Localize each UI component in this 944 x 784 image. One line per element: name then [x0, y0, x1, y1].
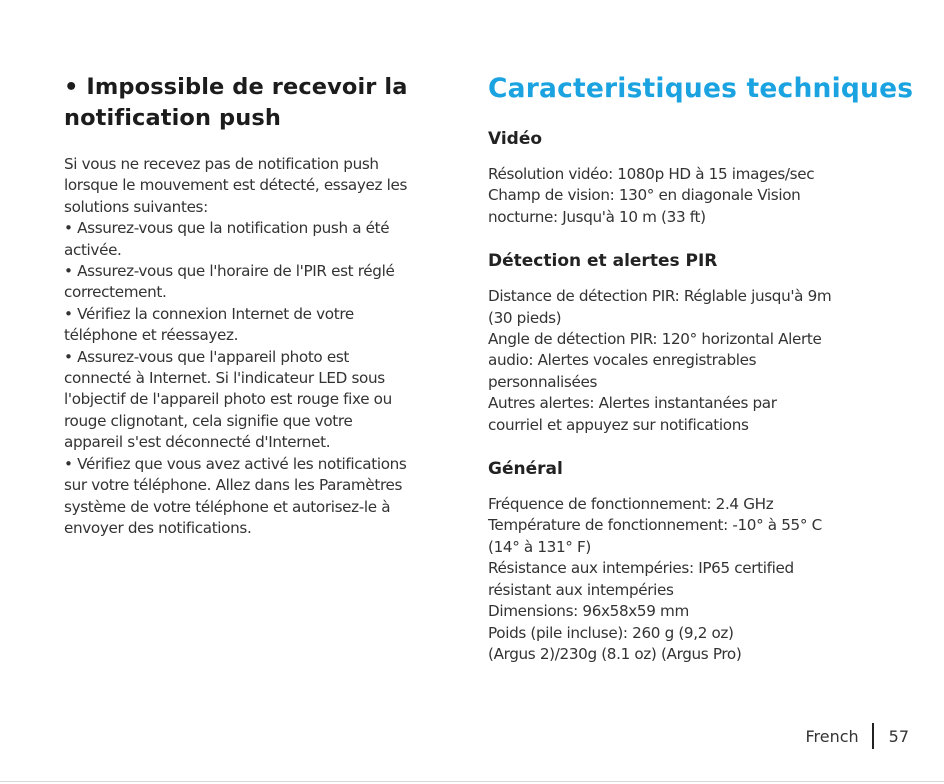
body-line: appareil s'est déconnecté d'Internet.: [64, 433, 331, 452]
section-heading: Vidéo: [488, 129, 543, 149]
body-line: lorsque le mouvement est détecté, essayez les: [64, 176, 408, 195]
spec-line: Fréquence de fonctionnement: 2.4 GHz: [488, 495, 774, 514]
page-bottom-edge: [0, 781, 944, 782]
section-heading: Détection et alertes PIR: [488, 251, 718, 272]
page-number: 57: [888, 726, 909, 746]
body-line: envoyer des notifications.: [64, 518, 252, 537]
section-body: [488, 164, 918, 228]
body-line: • Vérifiez que vous avez activé les notifications: [64, 454, 407, 473]
spec-line: Poids (pile incluse): 260 g (9,2 oz): [488, 623, 734, 642]
page-footer: [805, 722, 909, 750]
body-line: système de votre téléphone et autorisez-le à: [64, 497, 391, 516]
spec-line: Dimensions: 96x58x59 mm: [488, 602, 689, 621]
body-line: correctement.: [64, 283, 167, 302]
body-line: • Assurez-vous que l'appareil photo est: [64, 347, 350, 366]
body-line: connecté à Internet. Si l'indicateur LED sous: [64, 369, 385, 388]
footer-divider: [872, 723, 874, 749]
section-body: [488, 286, 918, 436]
spec-line: Résolution vidéo: 1080p HD à 15 images/sec: [488, 165, 815, 183]
troubleshooting-title: • Impossible de recevoir la notification push: [64, 74, 408, 131]
spec-section-general: [488, 458, 918, 665]
body-line: • Assurez-vous que l'horaire de l'PIR est réglé: [64, 262, 395, 281]
spec-line: (14° à 131° F): [488, 537, 591, 556]
spec-section-video: [488, 128, 918, 228]
spec-line: personnalisées: [488, 372, 598, 391]
body-line: activée.: [64, 240, 122, 259]
spec-line: résistant aux intempéries: [488, 580, 674, 599]
troubleshooting-body: [64, 154, 454, 539]
spec-line: Résistance aux intempéries: IP65 certified: [488, 559, 794, 578]
spec-line: Champ de vision: 130° en diagonale Vision: [488, 186, 801, 205]
specifications-title: Caracteristiques techniques: [488, 73, 914, 104]
spec-line: courriel et appuyez sur notifications: [488, 415, 749, 434]
body-line: sur votre téléphone. Allez dans les Paramètres: [64, 476, 403, 495]
spec-line: (30 pieds): [488, 308, 562, 327]
body-line: l'objectif de l'appareil photo est rouge fixe ou: [64, 390, 392, 409]
section-body: [488, 494, 918, 665]
spec-line: Température de fonctionnement: -10° à 55° C: [488, 516, 822, 535]
spec-line: Autres alertes: Alertes instantanées par: [488, 394, 777, 413]
spec-line: audio: Alertes vocales enregistrables: [488, 351, 757, 370]
body-line: rouge clignotant, cela signifie que votre: [64, 411, 353, 430]
specifications-column: [488, 72, 918, 665]
section-heading: Général: [488, 459, 563, 480]
footer-language: French: [805, 726, 859, 746]
spec-line: (Argus 2)/230g (8.1 oz) (Argus Pro): [488, 644, 742, 663]
spec-line: nocturne: Jusqu'à 10 m (33 ft): [488, 207, 706, 226]
body-line: • Assurez-vous que la notification push a été: [64, 219, 390, 238]
spec-line: Angle de détection PIR: 120° horizontal Alerte: [488, 330, 822, 349]
spec-line: Distance de détection PIR: Réglable jusqu'à 9m: [488, 287, 832, 306]
troubleshooting-column: [64, 72, 454, 539]
body-line: • Vérifiez la connexion Internet de votre: [64, 304, 354, 323]
body-line: téléphone et réessayez.: [64, 326, 239, 345]
spec-section-pir: [488, 250, 918, 436]
body-line: solutions suivantes:: [64, 197, 208, 216]
body-line: Si vous ne recevez pas de notification push: [64, 155, 379, 173]
